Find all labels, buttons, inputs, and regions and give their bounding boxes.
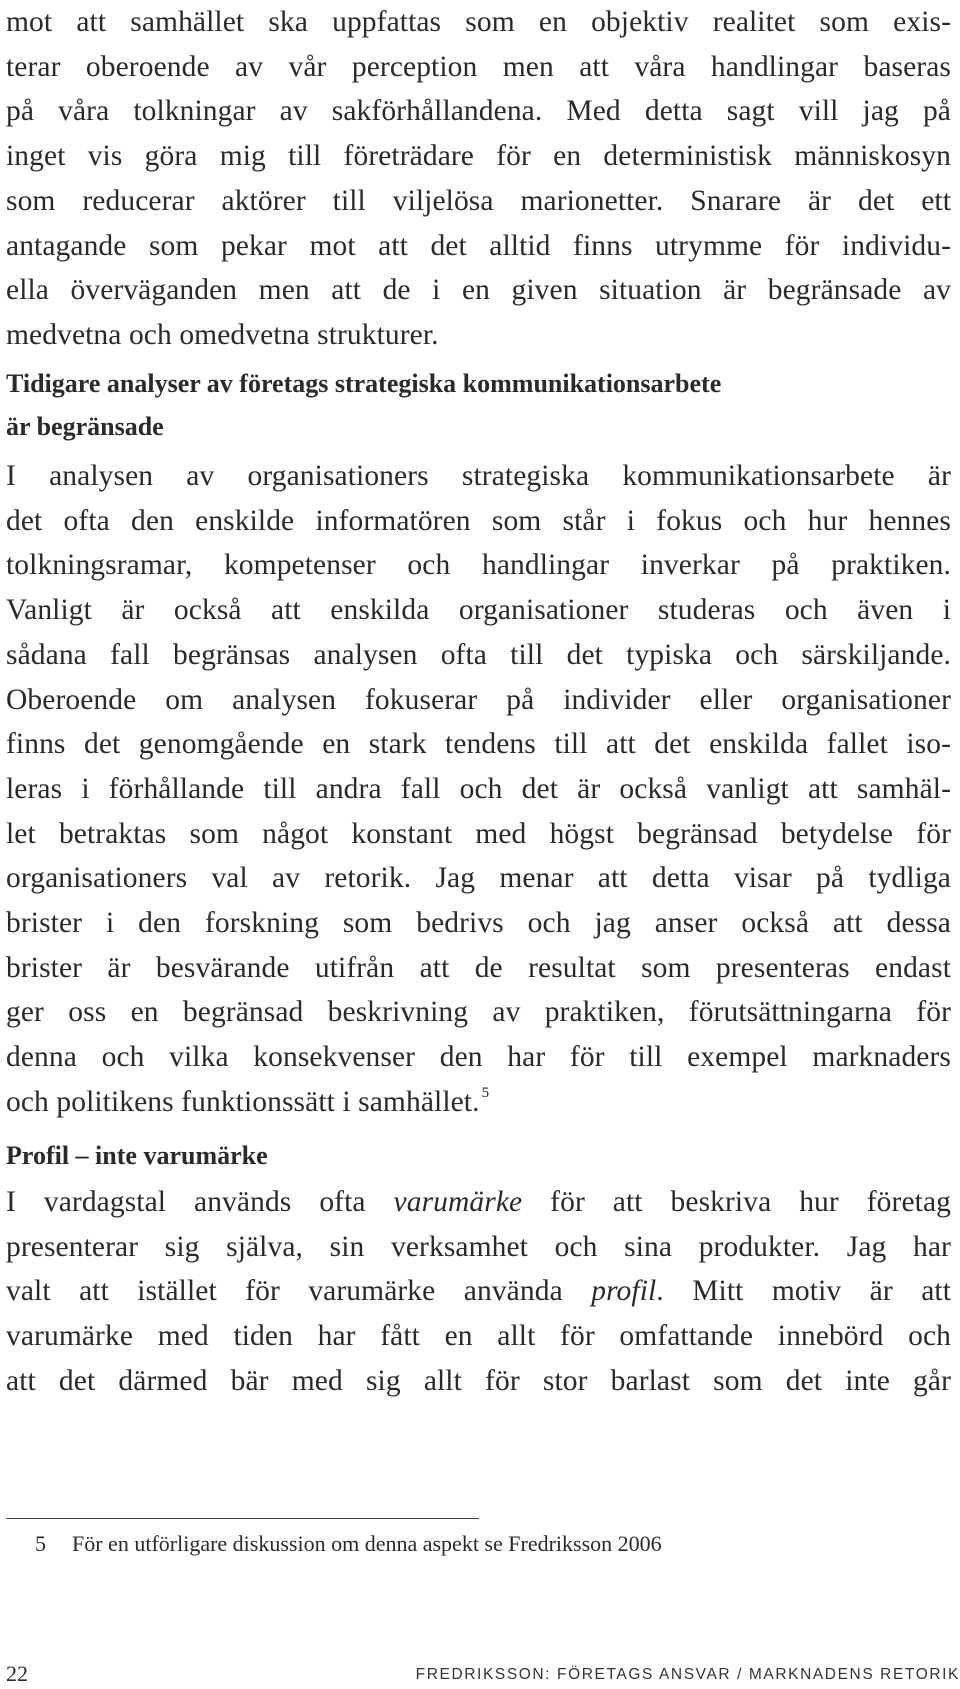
- text-run: för att beskriva hur företag: [522, 1186, 951, 1218]
- text-line: denna och vilka konsekvenser den har för till exempel marknaders: [6, 1041, 951, 1074]
- text-run: valt att istället för varumärke använda: [6, 1275, 592, 1308]
- text-line: på våra tolkningar av sakförhållandena. Med detta sagt vill jag på: [6, 95, 951, 128]
- paragraph-intro: [6, 0, 951, 358]
- text-run: . Mitt motiv är att: [656, 1275, 951, 1308]
- footnote-number: 5: [35, 1531, 46, 1556]
- text-line: organisationers val av retorik. Jag menar att detta visar på tydliga: [6, 862, 951, 895]
- text-line: brister i den forskning som bedrivs och jag anser också att dessa: [6, 907, 951, 940]
- heading-line: är begränsade: [6, 412, 164, 441]
- text-line: finns det genomgående en stark tendens till att det enskilda fallet iso-: [6, 728, 951, 761]
- text-line-content: och politikens funktionssätt i samhället.: [6, 1085, 480, 1118]
- text-line: tolkningsramar, kompetenser och handlingar inverkar på praktiken.: [6, 549, 951, 582]
- text-line: [6, 1080, 951, 1125]
- emphasis-profil: profil: [591, 1275, 657, 1308]
- text-run: I vardagstal används ofta: [6, 1186, 394, 1218]
- text-line: som reducerar aktörer till viljelösa marionetter. Snarare är det ett: [6, 184, 951, 217]
- text-line: [6, 1269, 951, 1314]
- text-line: ella överväganden men att de i en given situation är begränsade av: [6, 274, 951, 307]
- text-line: leras i förhållande till andra fall och det är också vanligt att samhäl-: [6, 772, 951, 805]
- text-line: ger oss en begränsad beskrivning av praktiken, förutsättningarna för: [6, 996, 951, 1029]
- text-line: presenterar sig själva, sin verksamhet och sina produkter. Jag har: [6, 1230, 951, 1263]
- text-line: brister är besvärande utifrån att de resultat som presenteras endast: [6, 951, 951, 984]
- text-line: det ofta den enskilde informatören som står i fokus och hur hennes: [6, 504, 951, 537]
- paragraph-section-2: [6, 1180, 951, 1404]
- page-number: 22: [6, 1661, 28, 1686]
- text-line: att det därmed bär med sig allt för stor barlast som det inte går: [6, 1364, 951, 1397]
- text-line: terar oberoende av vår perception men att våra handlingar baseras: [6, 50, 951, 83]
- text-line: medvetna och omedvetna strukturer.: [6, 318, 439, 351]
- running-footer-title: FREDRIKSSON: FÖRETAGS ANSVAR / MARKNADENS RETORIK: [415, 1666, 960, 1683]
- footnote-text: För en utförligare diskussion om denna aspekt se Fredriksson 2006: [72, 1531, 662, 1556]
- text-line: I analysen av organisationers strategiska kommunikationsarbete är: [6, 460, 951, 492]
- text-line: mot att samhället ska uppfattas som en objektiv realitet som exis-: [6, 6, 951, 38]
- text-line: varumärke med tiden har fått en allt för omfattande innebörd och: [6, 1320, 951, 1353]
- text-line: Oberoende om analysen fokuserar på individer eller organisationer: [6, 683, 951, 716]
- section-heading-2: [6, 1134, 951, 1177]
- text-line: [6, 1180, 951, 1225]
- text-line: Vanligt är också att enskilda organisationer studeras och även i: [6, 594, 951, 627]
- footnote-reference[interactable]: 5: [481, 1084, 490, 1101]
- text-line: inget vis göra mig till företrädare för en deterministisk människosyn: [6, 140, 951, 173]
- section-heading-1: [6, 362, 951, 448]
- paragraph-section-1: [6, 454, 951, 1125]
- text-line: sådana fall begränsas analysen ofta till det typiska och särskiljande.: [6, 638, 951, 671]
- heading-line: Tidigare analyser av företags strategiska kommunikationsarbete: [6, 369, 722, 398]
- emphasis-varumarke: varumärke: [393, 1186, 523, 1218]
- text-line: antagande som pekar mot att det alltid finns utrymme för individu-: [6, 229, 951, 262]
- heading-line: Profil – inte varumärke: [6, 1141, 268, 1170]
- footnote-divider: [6, 1518, 479, 1519]
- text-line: let betraktas som något konstant med högst begränsad betydelse för: [6, 817, 951, 850]
- footnote: [35, 1528, 662, 1560]
